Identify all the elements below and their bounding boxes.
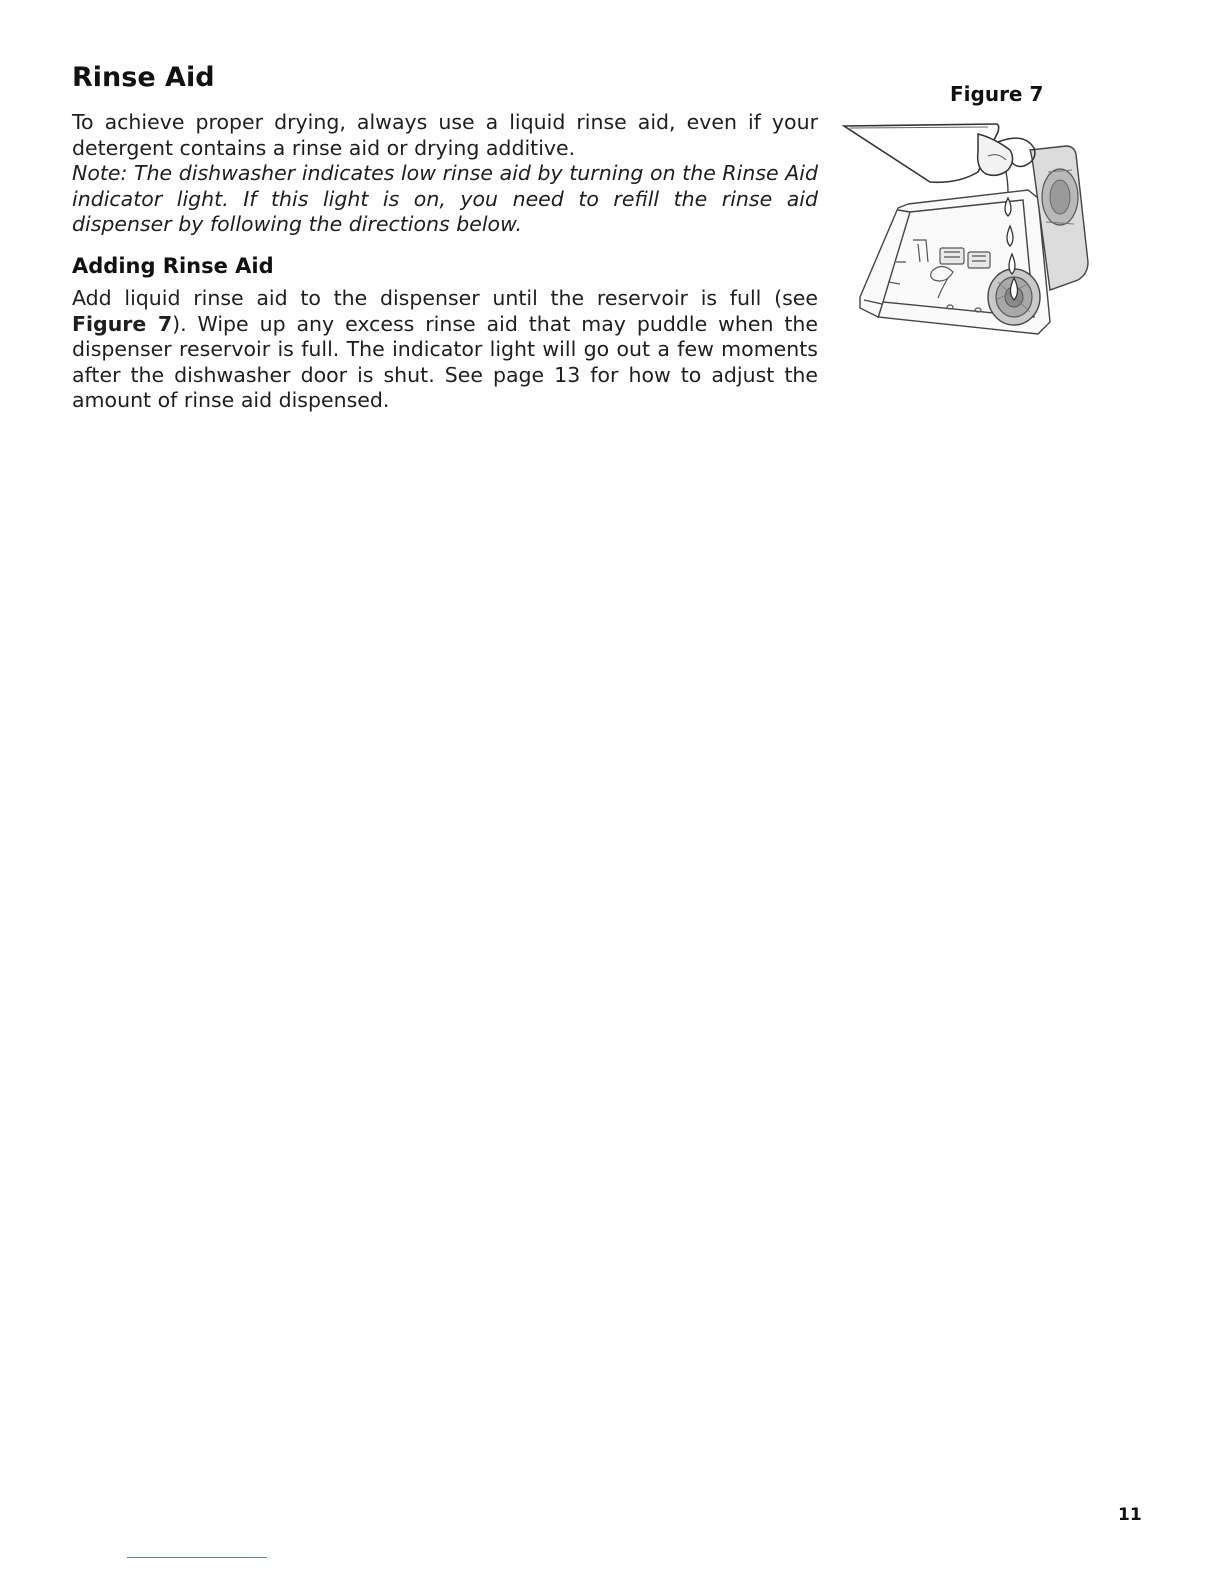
note-paragraph: Note: The dishwasher indicates low rinse aid by turning on the Rinse Aid indicator light. If this light is on, you need to refill the rinse aid dispenser by following the directions below. [72,161,818,236]
subsection-title: Adding Rinse Aid [72,253,274,278]
page-number: 11 [1118,1505,1142,1525]
intro-paragraph: To achieve proper drying, always use a liquid rinse aid, even if your detergent contains a rinse aid or drying additive. [72,110,818,160]
rinse-aid-dispenser-illustration [838,112,1098,362]
section-title: Rinse Aid [72,62,215,93]
body-text [72,110,818,414]
figure-label: Figure 7 [950,82,1044,106]
adding-rinse-aid-paragraph [72,286,818,414]
paragraph-text-end: ). Wipe up any excess rinse aid that may puddle when the dispenser reservoir is full. The indicator light will go out a few moments after the dishwasher door is shut. See page 13 for how to adjust the amount of rinse aid dispensed. [72,311,818,412]
figure-reference: Figure 7 [72,311,173,336]
paragraph-text-start: Add liquid rinse aid to the dispenser until the reservoir is full (see [72,286,818,310]
footer-rule [127,1557,267,1558]
